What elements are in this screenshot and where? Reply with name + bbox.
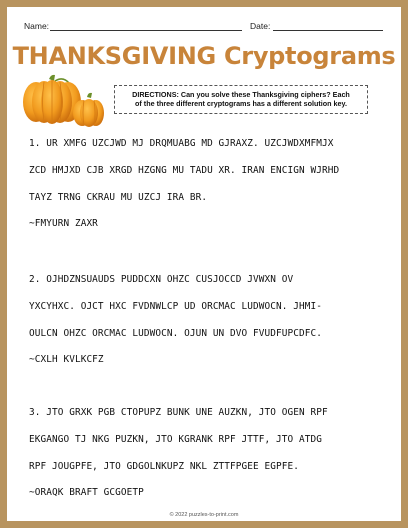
name-blank-line xyxy=(50,30,242,31)
directions-line-1: DIRECTIONS: Can you solve these Thanksgiving ciphers? Each xyxy=(132,90,350,99)
page-title: THANKSGIVING Cryptograms xyxy=(12,42,396,70)
cipher-line: YXCYHXC. OJCT HXC FVDNWLCP UD ORCMAC LUDWOCN. JHMI- xyxy=(29,301,322,312)
cipher-line: 2. OJHDZNSUAUDS PUDDCXN OHZC CUSJOCCD JVWXN OV xyxy=(29,274,294,285)
name-date-header xyxy=(7,18,401,32)
directions-box xyxy=(114,85,368,114)
cipher-line: 3. JTO GRXK PGB CTOPUPZ BUNK UNE AUZKN, JTO OGEN RPF xyxy=(29,407,328,418)
cipher-line: 1. UR XMFG UZCJWD MJ DRQMUABG MD GJRAXZ. UZCJWDXMFMJX xyxy=(29,138,334,149)
cipher-line: EKGANGO TJ NKG PUZKN, JTO KGRANK RPF JTTF, JTO ATDG xyxy=(29,434,322,445)
cipher-author: ~CXLH KVLKCFZ xyxy=(29,354,104,365)
cipher-line: TAYZ TRNG CKRAU MU UZCJ IRA BR. xyxy=(29,192,208,203)
cipher-author: ~ORAQK BRAFT GCGOETP xyxy=(29,487,144,498)
worksheet-page xyxy=(7,7,401,521)
copyright-footer: © 2022 puzzles-to-print.com xyxy=(169,512,239,518)
cipher-line: ZCD HMJXD CJB XRGD HZGNG MU TADU XR. IRAN ENCIGN WJRHD xyxy=(29,165,340,176)
cipher-line: RPF JOUGPFE, JTO GDGOLNKUPZ NKL ZTTFPGEE EGPFE. xyxy=(29,461,299,472)
pumpkins-icon xyxy=(21,73,105,127)
cipher-line: OULCN OHZC ORCMAC LUDWOCN. OJUN UN DVO FVUDFUPCDFC. xyxy=(29,328,322,339)
cipher-author: ~FMYURN ZAXR xyxy=(29,218,98,229)
name-label: Name: xyxy=(24,21,50,31)
date-blank-line xyxy=(273,30,383,31)
directions-line-2: of the three different cryptograms has a different solution key. xyxy=(135,99,347,108)
date-label: Date: xyxy=(250,21,271,31)
